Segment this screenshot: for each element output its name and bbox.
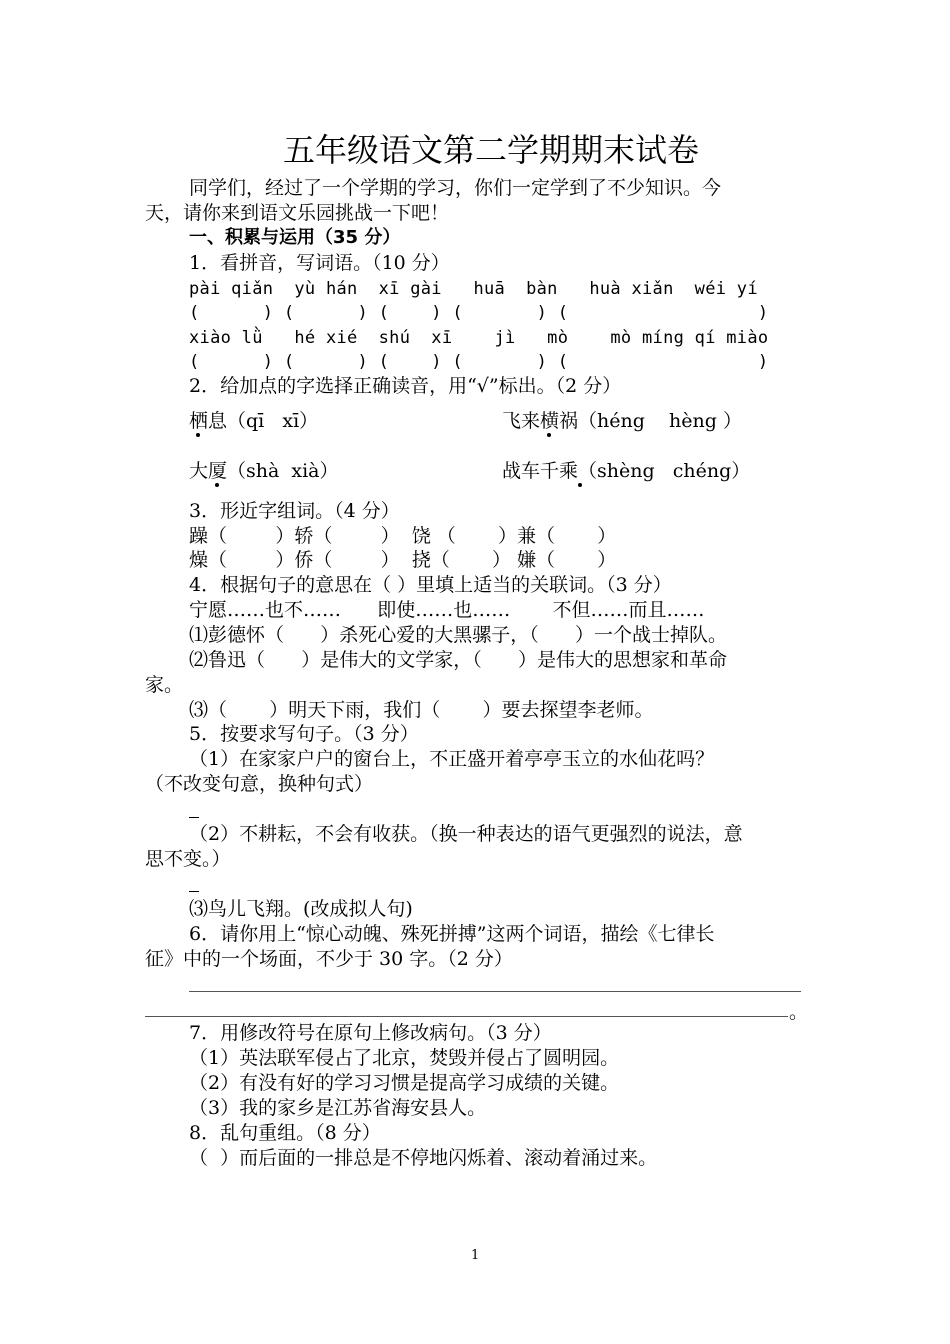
rewrite-sentence-1: （1）在家家户户的窗台上，不正盛开着亭亭玉立的水仙花吗？: [189, 748, 715, 770]
conjunction-sentence-2: ⑵鲁迅（ ）是伟大的文学家，（ ）是伟大的思想家和革命: [189, 649, 727, 671]
intro-line-1: 同学们，经过了一个学期的学习，你们一定学到了不少知识。今: [189, 177, 722, 199]
blanks-row-2: ( ) ( ) ( ) ( ) ( ): [189, 352, 769, 372]
conjunction-sentence-2-cont: 家。: [145, 674, 184, 696]
question-6-label-cont: 征》中的一个场面，不少于 30 字。（2 分）: [145, 948, 513, 970]
question-1-label: 1．看拼音，写词语。（10 分）: [189, 252, 450, 274]
answer-line-stub: [189, 891, 199, 892]
blanks-row-1: ( ) ( ) ( ) ( ) ( ): [189, 303, 769, 323]
page-title: 五年级语文第二学期期末试卷: [283, 131, 700, 169]
intro-line-2: 天，请你来到语文乐园挑战一下吧！: [145, 202, 450, 224]
conjunction-sentence-3: ⑶（ ）明天下雨，我们（ ）要去探望李老师。: [189, 699, 654, 721]
answer-end-mark: 。: [789, 1001, 809, 1023]
similar-chars-row-1: 躁（ ）轿（ ） 饶 （ ）兼（ ）: [189, 525, 617, 547]
pronunciation-item-1: 栖息（qī xī）: [189, 410, 319, 432]
answer-line[interactable]: [189, 991, 801, 992]
similar-chars-row-2: 燥（ ）侨（ ） 挠（ ） 嫌（ ）: [189, 549, 617, 571]
question-5-label: 5．按要求写句子。（3 分）: [189, 723, 419, 745]
question-4-label: 4．根据句子的意思在（ ）里填上适当的关联词。（3 分）: [189, 574, 672, 596]
emphasis-dot: [196, 433, 200, 437]
faulty-sentence-1: （1）英法联军侵占了北京，焚毁并侵占了圆明园。: [189, 1047, 620, 1069]
pronunciation-item-3: 大厦（shà xià）: [189, 460, 339, 482]
page-number: 1: [471, 1248, 480, 1263]
pronunciation-item-4: 战车千乘（shèng chéng）: [502, 460, 751, 482]
rewrite-sentence-2-cont: 思不变。）: [145, 848, 231, 870]
reorder-sentence-1: （ ）而后面的一排总是不停地闪烁着、滚动着涌过来。: [189, 1147, 658, 1169]
faulty-sentence-2: （2）有没有好的学习习惯是提高学习成绩的关键。: [189, 1072, 620, 1094]
conjunction-options: 宁愿……也不…… 即使……也…… 不但……而且……: [189, 599, 705, 621]
answer-line[interactable]: [145, 1016, 788, 1017]
answer-line-stub: [189, 817, 199, 818]
question-7-label: 7．用修改符号在原句上修改病句。（3 分）: [189, 1022, 552, 1044]
question-8-label: 8．乱句重组。（8 分）: [189, 1122, 381, 1144]
faulty-sentence-3: （3）我的家乡是江苏省海安县人。: [189, 1097, 487, 1119]
emphasis-dot: [215, 483, 219, 487]
question-3-label: 3．形近字组词。（4 分）: [189, 500, 400, 522]
section-heading: 一、积累与运用（35 分）: [189, 227, 401, 248]
rewrite-sentence-1-instruction: （不改变句意，换种句式）: [145, 773, 374, 795]
emphasis-dot: [578, 483, 582, 487]
rewrite-sentence-3: ⑶鸟儿飞翔。(改成拟人句): [189, 898, 413, 920]
question-6-label: 6．请你用上“惊心动魄、殊死拼搏”这两个词语，描绘《七律长: [189, 923, 715, 945]
rewrite-sentence-2: （2）不耕耘，不会有收获。（换一种表达的语气更强烈的说法，意: [189, 823, 743, 845]
emphasis-dot: [547, 433, 551, 437]
question-2-label: 2．给加点的字选择正确读音，用“√”标出。（2 分）: [189, 375, 622, 397]
conjunction-sentence-1: ⑴彭德怀（ ）杀死心爱的大黑骡子，（ ）一个战士掉队。: [189, 624, 727, 646]
pinyin-row-1: pài qiǎn yù hán xī gài huā bàn huà xiǎn wéi yí: [189, 279, 758, 299]
pronunciation-item-2: 飞来横祸（héng hèng ）: [502, 410, 742, 432]
pinyin-row-2: xiào lǜ hé xié shú xī jì mò mò míng qí miào: [189, 328, 769, 348]
